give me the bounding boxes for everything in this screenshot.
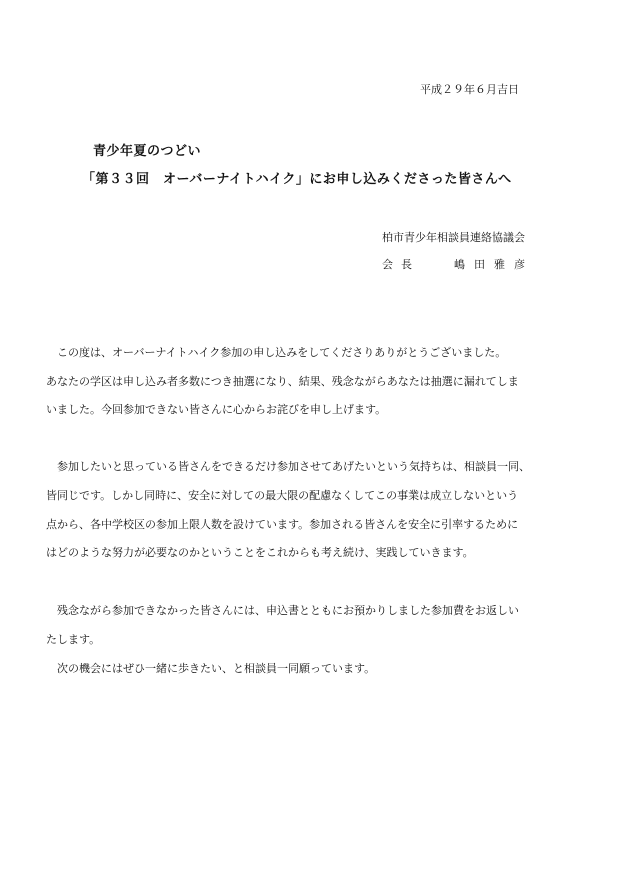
paragraph-2-line: はどのような努力が必要なのかということをこれからも考え続け、実践していきます。 xyxy=(46,546,474,559)
sender-role: 会長 xyxy=(382,258,420,271)
letter-date: 平成２９年６月吉日 xyxy=(420,83,519,96)
paragraph-3-line: 次の機会にはぜひ一緒に歩きたい、と相談員一同願っています。 xyxy=(46,662,376,675)
sender-organization: 柏市青少年相談員連絡協議会 xyxy=(382,231,525,244)
paragraph-2-line: 点から、各中学校区の参加上限人数を設けています。参加される皆さんを安全に引率するために xyxy=(46,518,519,531)
paragraph-3-line: たします。 xyxy=(46,633,101,646)
paragraph-3-line: 残念ながら参加できなかった皆さんには、申込書とともにお預かりしました参加費をお返しい xyxy=(46,604,519,617)
paragraph-2-line: 参加したいと思っている皆さんをできるだけ参加させてあげたいという気持ちは、相談員一同、 xyxy=(46,460,530,473)
letter-subject: 「第３３回 オーバーナイトハイク」にお申し込みくださった皆さんへ xyxy=(82,172,512,187)
paragraph-2-line: 皆同じです。しかし同時に、安全に対しての最大限の配慮なくしてこの事業は成立しないという xyxy=(46,489,519,502)
sender-signature xyxy=(382,256,534,272)
event-title: 青少年夏のつどい xyxy=(93,144,202,159)
paragraph-1-line: あなたの学区は申し込み者多数につき抽選になり、結果、残念ながらあなたは抽選に漏れてしま xyxy=(46,375,519,388)
sender-name: 嶋田雅彦 xyxy=(454,258,534,271)
paragraph-1-line: この度は、オーバーナイトハイク参加の申し込みをしてくださりありがとうございました。 xyxy=(46,346,507,359)
paragraph-1-line: いました。今回参加できない皆さんに心からお詫びを申し上げます。 xyxy=(46,403,387,416)
